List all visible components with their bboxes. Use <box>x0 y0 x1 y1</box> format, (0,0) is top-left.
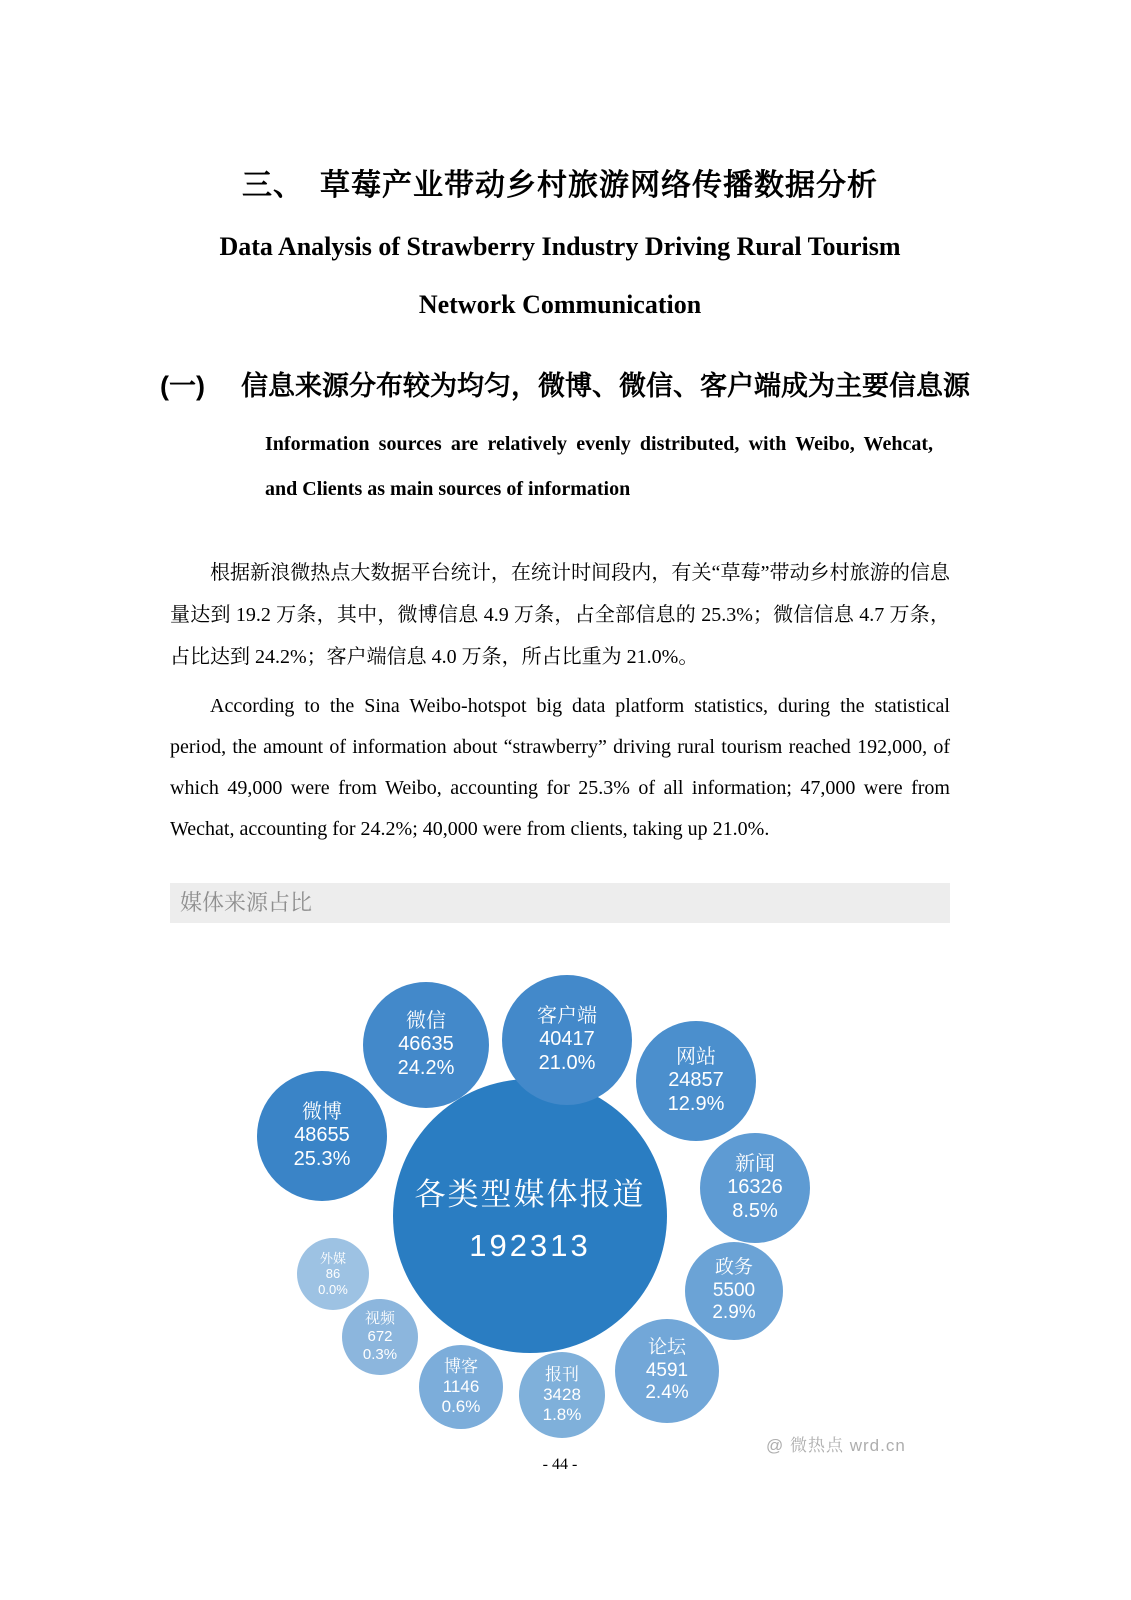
bubble-percent: 12.9% <box>667 1092 725 1115</box>
bubble-label: 外媒 <box>319 1251 346 1266</box>
bubble-value: 16326 <box>727 1176 783 1199</box>
bubble-value: 3428 <box>543 1384 581 1404</box>
bubble-value: 48655 <box>294 1124 350 1147</box>
bubble-label: 新闻 <box>735 1152 775 1175</box>
bubble-kehuduan <box>502 975 632 1105</box>
bubble-luntan <box>615 1319 719 1423</box>
bubble-value: 24857 <box>668 1069 724 1092</box>
bubble-percent: 1.8% <box>542 1405 582 1425</box>
bubble-label: 政务 <box>714 1257 753 1279</box>
bubble-percent: 24.2% <box>397 1056 455 1079</box>
bubble-weibo <box>257 1071 387 1201</box>
media-source-chart <box>170 883 950 1463</box>
bubble-percent: 0.6% <box>441 1397 481 1417</box>
bubble-label: 博客 <box>444 1356 478 1376</box>
bubble-label: 论坛 <box>647 1337 686 1359</box>
page-title-en <box>170 218 950 334</box>
bubble-value: 86 <box>325 1266 341 1282</box>
bubble-value: 5500 <box>712 1279 756 1301</box>
bubble-value: 1146 <box>442 1376 480 1396</box>
bubble-label: 微博 <box>302 1100 342 1123</box>
bubble-value: 46635 <box>398 1033 454 1056</box>
bubble-percent: 0.0% <box>318 1281 348 1297</box>
bubble-percent: 2.9% <box>712 1302 756 1324</box>
bubble-label: 报刊 <box>545 1364 579 1384</box>
paragraph-en: According to the Sina Weibo-hotspot big data platform statistics, during the statistical period, the amount of information about “strawberry” driving rural tourism reached 192,000, of which 49,000 were from Weibo, accounting for 25.3% of all information; 47,000 were from Wechat, accounting for 24.2%; 40,000 were from clients, taking up 21.0%. <box>170 695 950 840</box>
bubble-zhengwu <box>685 1242 783 1340</box>
section-heading <box>160 364 970 403</box>
page-number: - 44 - <box>542 1456 578 1473</box>
bubble-percent: 25.3% <box>293 1147 351 1170</box>
bubble-percent: 21.0% <box>538 1051 596 1074</box>
bubble-value: 4591 <box>645 1359 689 1381</box>
section-title: 信息来源分布较为均匀，微博、微信、客户端成为主要信息源 <box>240 371 970 401</box>
bubble-percent: 2.4% <box>645 1382 689 1404</box>
bubble-percent: 0.3% <box>362 1345 398 1363</box>
section-heading-en: Information sources are relatively evenly distributed, with Weibo, Wehcat, and Clients as main sources of information <box>265 433 933 500</box>
bubble-label: 网站 <box>676 1045 716 1068</box>
chart-title: 媒体来源占比 <box>170 883 950 923</box>
page-title-en-line1: Data Analysis of Strawberry Industry Driving Rural Tourism <box>219 232 901 261</box>
bubble-wangzhan <box>636 1021 756 1141</box>
bubble-xinwen <box>700 1133 810 1243</box>
bubble-total-label: 各类型媒体报道 <box>414 1176 646 1212</box>
page-title-en-line2: Network Communication <box>418 290 702 319</box>
bubble-boke <box>419 1345 503 1429</box>
bubble-label: 微信 <box>406 1009 446 1032</box>
watermark: @ 微热点 wrd.cn <box>766 1436 906 1455</box>
bubble-total-value: 192313 <box>469 1227 591 1263</box>
bubble-label: 视频 <box>364 1310 395 1328</box>
bubble-shipin <box>342 1299 418 1375</box>
bubble-total <box>393 1079 667 1353</box>
section-number: (一) <box>160 371 205 401</box>
bubble-value: 40417 <box>539 1028 595 1051</box>
bubble-label: 客户端 <box>537 1004 597 1027</box>
bubble-value: 672 <box>367 1328 393 1346</box>
bubble-weixin <box>363 982 489 1108</box>
bubble-baokan <box>519 1352 605 1438</box>
paragraph-cn: 根据新浪微热点大数据平台统计，在统计时间段内，有关“草莓”带动乡村旅游的信息量达到 19.2 万条，其中，微博信息 4.9 万条，占全部信息的 25.3%；微信信息 4.7 万条，占比达到 24.2%；客户端信息 4.0 万条，所占比重为 21.0%。 <box>170 562 950 668</box>
bubble-percent: 8.5% <box>732 1199 778 1222</box>
page-title: 三、 草莓产业带动乡村旅游网络传播数据分析 <box>242 169 878 203</box>
bubble-waimei <box>297 1238 369 1310</box>
